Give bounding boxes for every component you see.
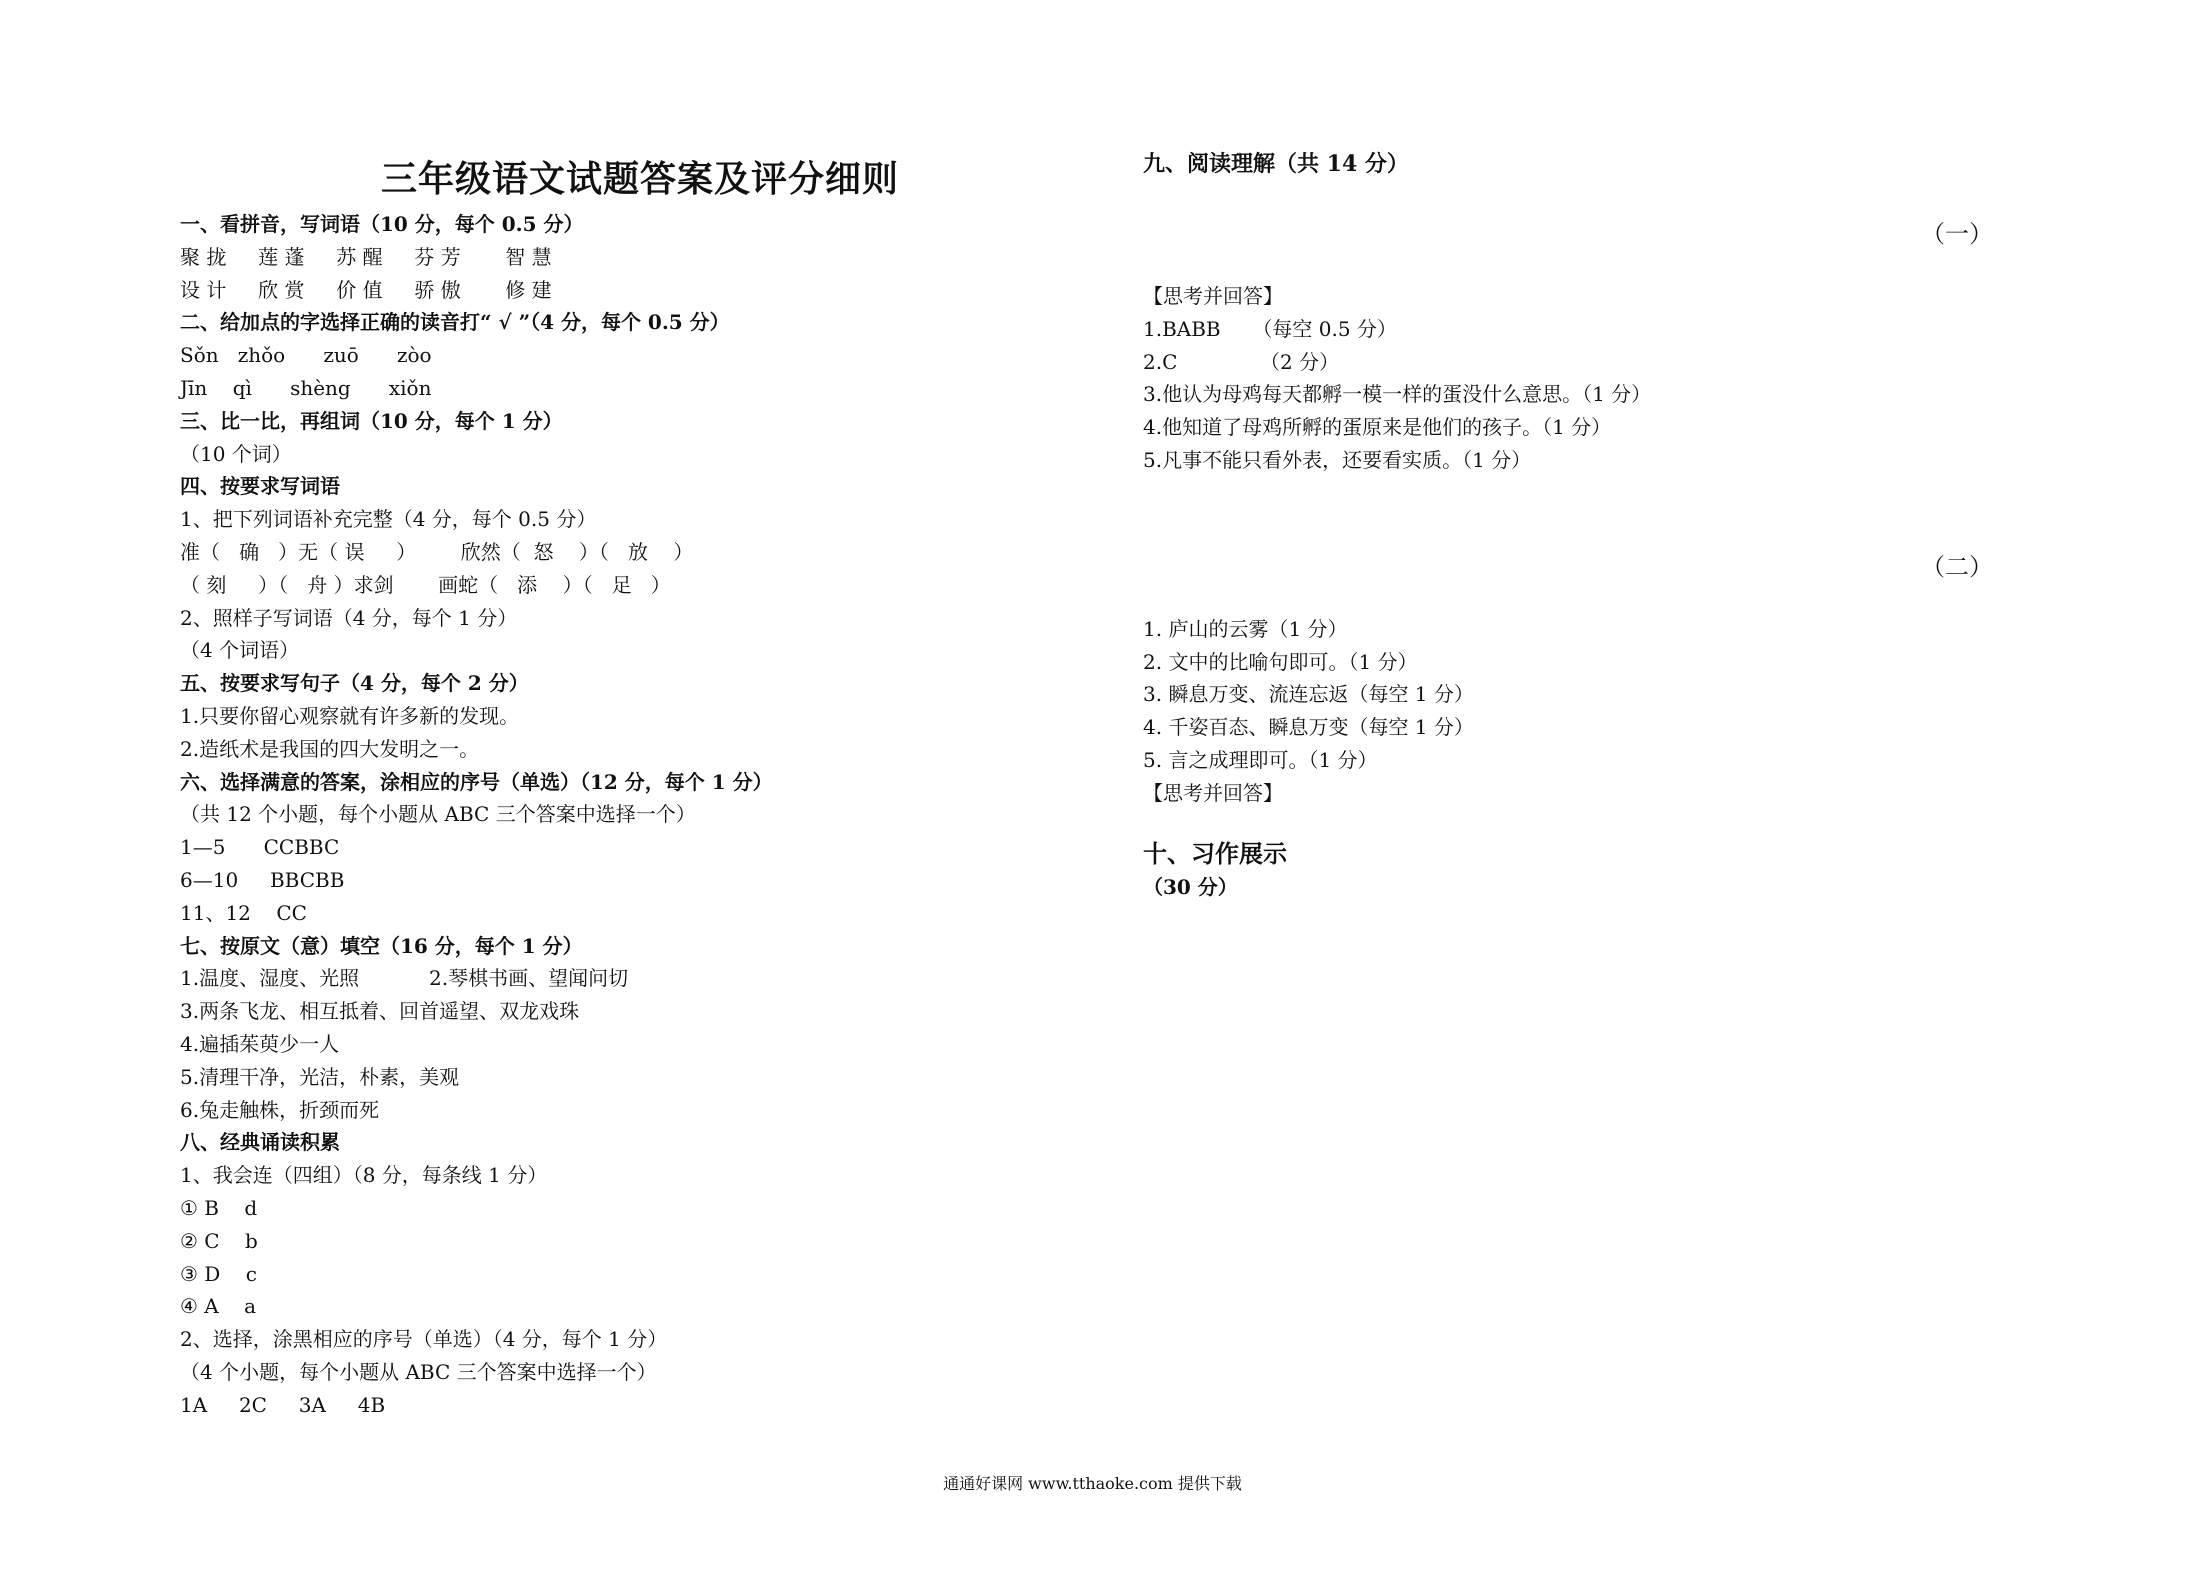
- answer-line: 1. 庐山的云雾（1 分）: [1143, 616, 1348, 641]
- answer-line: 1.BABB （每空 0.5 分）: [1143, 316, 1397, 341]
- answer-line: （4 个词语）: [180, 638, 300, 663]
- answer-line: 【思考并回答】: [1143, 284, 1283, 308]
- answer-line: 3.他认为母鸡每天都孵一模一样的蛋没什么意思。（1 分）: [1143, 382, 1652, 407]
- answer-line: 4. 千姿百态、瞬息万变（每空 1 分）: [1143, 715, 1474, 740]
- answer-line: 3. 瞬息万变、流连忘返（每空 1 分）: [1143, 682, 1474, 707]
- reading-part2-answers: [1143, 613, 2073, 810]
- answer-line: （共 12 个小题，每个小题从 ABC 三个答案中选择一个）: [180, 802, 696, 827]
- section-heading: 一、看拼音，写词语（10 分，每个 0.5 分）: [180, 212, 584, 236]
- answer-line: Jīn qì shèng xiǒn: [180, 375, 432, 400]
- section-heading: 八、经典诵读积累: [180, 1130, 340, 1155]
- reading-part2-label: （二）: [1921, 552, 1993, 581]
- answer-line: 1.温度、湿度、光照 2.琴棋书画、望闻问切: [180, 966, 629, 991]
- left-answer-list: [180, 208, 1110, 1421]
- answer-line: 1、把下列词语补充完整（4 分，每个 0.5 分）: [180, 507, 597, 532]
- answer-line: ② C b: [180, 1228, 258, 1253]
- answer-line: 准（ 确 ）无（ 误 ） 欣然（ 怒 ）（ 放 ）: [180, 539, 694, 564]
- answer-line: 5.清理干净，光洁，朴素，美观: [180, 1064, 460, 1089]
- section-heading: 七、按原文（意）填空（16 分，每个 1 分）: [180, 933, 583, 958]
- answer-line: 2.C （2 分）: [1143, 349, 1340, 374]
- section-heading: 二、给加点的字选择正确的读音打“ √ ”（4 分，每个 0.5 分）: [180, 310, 730, 335]
- answer-line: 2. 文中的比喻句即可。（1 分）: [1143, 649, 1418, 674]
- answer-line: ③ D c: [180, 1261, 257, 1286]
- answer-line: 1.只要你留心观察就有许多新的发现。: [180, 703, 520, 728]
- answer-line: ④ A a: [180, 1294, 257, 1319]
- section-heading: 五、按要求写句子（4 分，每个 2 分）: [180, 671, 529, 696]
- answer-line: 11、12 CC: [180, 900, 307, 925]
- answer-line: 4.他知道了母鸡所孵的蛋原来是他们的孩子。（1 分）: [1143, 415, 1612, 440]
- answer-line: 5.凡事不能只看外表，还要看实质。（1 分）: [1143, 447, 1532, 472]
- footer-source: 通通好课网 www.tthaoke.com 提供下载: [943, 1474, 1242, 1493]
- answer-line: 聚 拢 莲 蓬 苏 醒 芬 芳 智 慧: [180, 244, 552, 269]
- answer-line: 4.遍插茱萸少一人: [180, 1031, 340, 1056]
- section-heading: 四、按要求写词语: [180, 474, 340, 499]
- answer-line: 设 计 欣 赏 价 值 骄 傲 修 建: [180, 277, 552, 302]
- answer-line: 3.两条飞龙、相互抵着、回首遥望、双龙戏珠: [180, 999, 580, 1024]
- reading-part1-label: （一）: [1921, 220, 1993, 248]
- left-column: [180, 150, 1110, 1421]
- answer-line: ① B d: [180, 1195, 258, 1220]
- writing-section-heading: 十、习作展示: [1143, 838, 1287, 868]
- answer-line: 1、我会连（四组）（8 分，每条线 1 分）: [180, 1163, 548, 1188]
- section-heading: 三、比一比，再组词（10 分，每个 1 分）: [180, 408, 563, 433]
- answer-line: （ 刻 ）（ 舟 ）求剑 画蛇（ 添 ）（ 足 ）: [180, 572, 671, 597]
- section-heading: 六、选择满意的答案，涂相应的序号（单选）（12 分，每个 1 分）: [180, 769, 773, 794]
- answer-line: 6.兔走触株，折颈而死: [180, 1097, 380, 1122]
- answer-line: 5. 言之成理即可。（1 分）: [1143, 747, 1378, 772]
- answer-line: Sǒn zhǒo zuō zòo: [180, 343, 432, 368]
- answer-line: （10 个词）: [180, 441, 292, 466]
- answer-line: 1—5 CCBBC: [180, 835, 340, 860]
- page-title: 三年级语文试题答案及评分细则: [380, 158, 899, 200]
- answer-line: 2、照样子写词语（4 分，每个 1 分）: [180, 605, 518, 630]
- right-column: [1143, 148, 2073, 902]
- answer-line: 2.造纸术是我国的四大发明之一。: [180, 736, 480, 761]
- reading-part1-answers: [1143, 280, 2073, 477]
- answer-line: 2、选择，涂黑相应的序号（单选）（4 分，每个 1 分）: [180, 1327, 668, 1352]
- answer-line: 【思考并回答】: [1143, 780, 1283, 805]
- reading-section-heading: 九、阅读理解（共 14 分）: [1143, 151, 1409, 177]
- answer-line: 6—10 BBCBB: [180, 867, 345, 892]
- answer-line: 1A 2C 3A 4B: [180, 1392, 386, 1417]
- writing-section-score: （30 分）: [1143, 874, 1238, 899]
- answer-line: （4 个小题，每个小题从 ABC 三个答案中选择一个）: [180, 1359, 657, 1384]
